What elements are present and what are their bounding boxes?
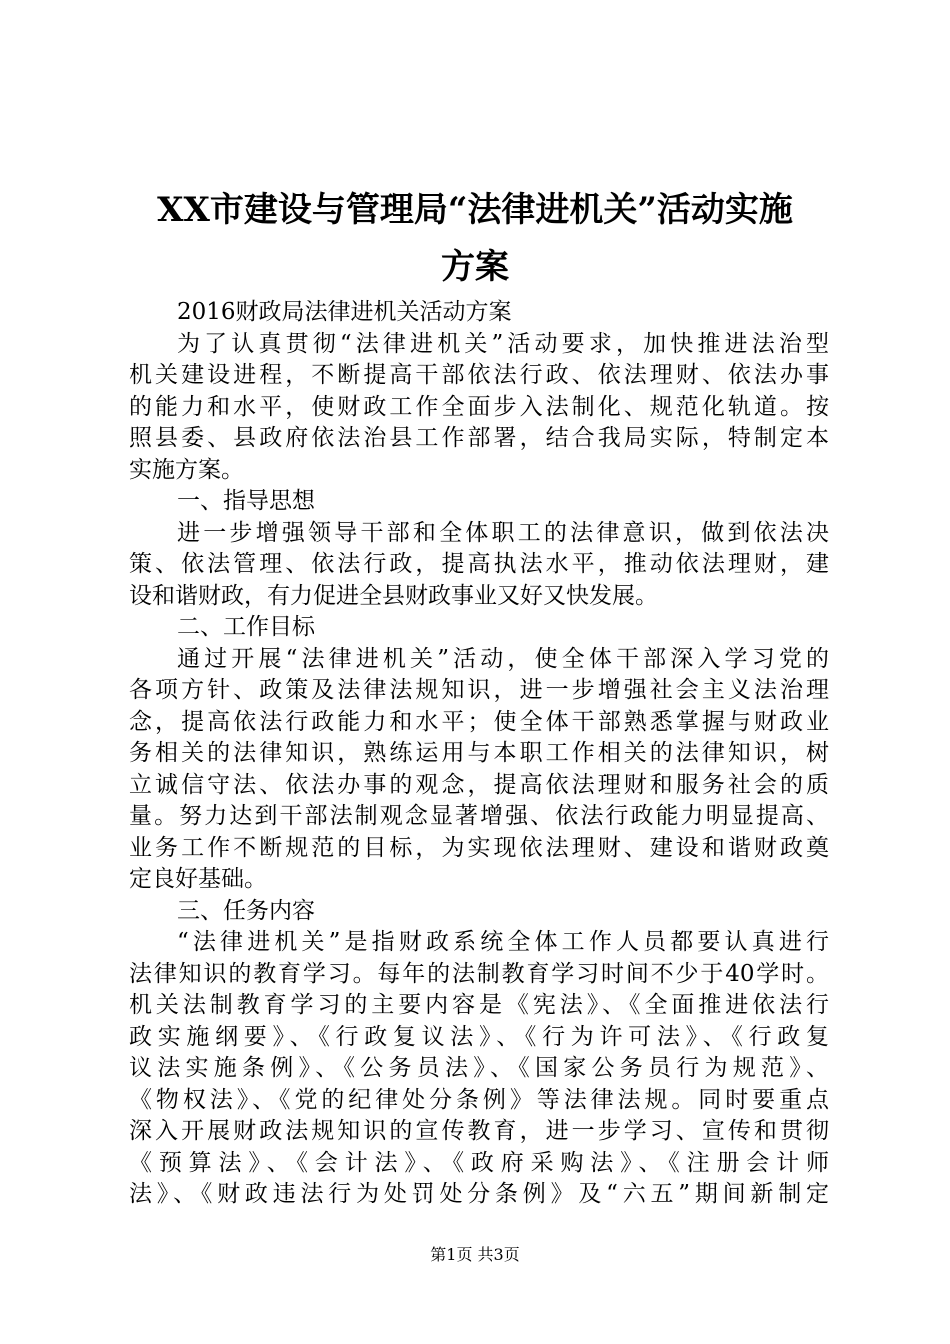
section-heading: 三、任务内容	[177, 897, 315, 924]
body-line: 《物权法》、《党的纪律处分条例》等法律法规。同时要重点	[129, 1086, 829, 1113]
body-line: 法》、《财政违法行为处罚处分条例》及“六五”期间新制定	[129, 1181, 829, 1207]
body-line: 照县委、县政府依法治县工作部署，结合我局实际，特制定本	[129, 425, 829, 451]
page-number: 第1页 共3页	[430, 1245, 520, 1264]
body-line: 量。努力达到干部法制观念显著增强、依法行政能力明显提高、	[129, 803, 829, 829]
document-title-line-2: 方案	[441, 247, 509, 287]
body-line: 深入开展财政法规知识的宣传教育，进一步学习、宣传和贯彻	[129, 1118, 829, 1144]
body-line: “法律进机关”是指财政系统全体工作人员都要认真进行	[177, 929, 829, 955]
body-line: 政实施纲要》、《行政复议法》、《行为许可法》、《行政复	[129, 1023, 829, 1050]
document-title-line-1: XX市建设与管理局“法律进机关”活动实施	[157, 190, 793, 230]
subtitle-line: 2016财政局法律进机关活动方案	[177, 299, 512, 325]
body-line: 机关建设进程，不断提高干部依法行政、依法理财、依法办事	[129, 362, 829, 388]
section-heading: 一、指导思想	[177, 488, 315, 514]
body-line: 策、依法管理、依法行政，提高执法水平，推动依法理财，建	[129, 551, 829, 577]
body-line: 业务工作不断规范的目标，为实现依法理财、建设和谐财政奠	[129, 834, 829, 861]
body-line: 通过开展“法律进机关”活动，使全体干部深入学习党的	[177, 645, 829, 672]
section-heading: 二、工作目标	[177, 614, 315, 640]
body-line: 各项方针、政策及法律法规知识，进一步增强社会主义法治理	[129, 677, 829, 703]
body-line: 法律知识的教育学习。每年的法制教育学习时间不少于40学时。	[129, 960, 829, 987]
body-line: 的能力和水平，使财政工作全面步入法制化、规范化轨道。按	[129, 393, 829, 420]
body-line: 为了认真贯彻“法律进机关”活动要求，加快推进法治型	[177, 330, 829, 357]
body-line: 机关法制教育学习的主要内容是《宪法》、《全面推进依法行	[129, 992, 829, 1018]
body-line: 《预算法》、《会计法》、《政府采购法》、《注册会计师	[129, 1149, 829, 1176]
body-line: 进一步增强领导干部和全体职工的法律意识，做到依法决	[177, 519, 829, 546]
body-line: 念，提高依法行政能力和水平；使全体干部熟悉掌握与财政业	[129, 708, 829, 735]
body-line: 定良好基础。	[129, 866, 267, 892]
body-line: 议法实施条例》、《公务员法》、《国家公务员行为规范》、	[129, 1055, 829, 1081]
document-body	[129, 297, 829, 1211]
body-line: 立诚信守法、依法办事的观念，提高依法理财和服务社会的质	[129, 771, 829, 798]
body-line: 务相关的法律知识，熟练运用与本职工作相关的法律知识，树	[129, 740, 829, 766]
body-line: 设和谐财政，有力促进全县财政事业又好又快发展。	[129, 582, 658, 609]
body-line: 实施方案。	[129, 456, 244, 483]
